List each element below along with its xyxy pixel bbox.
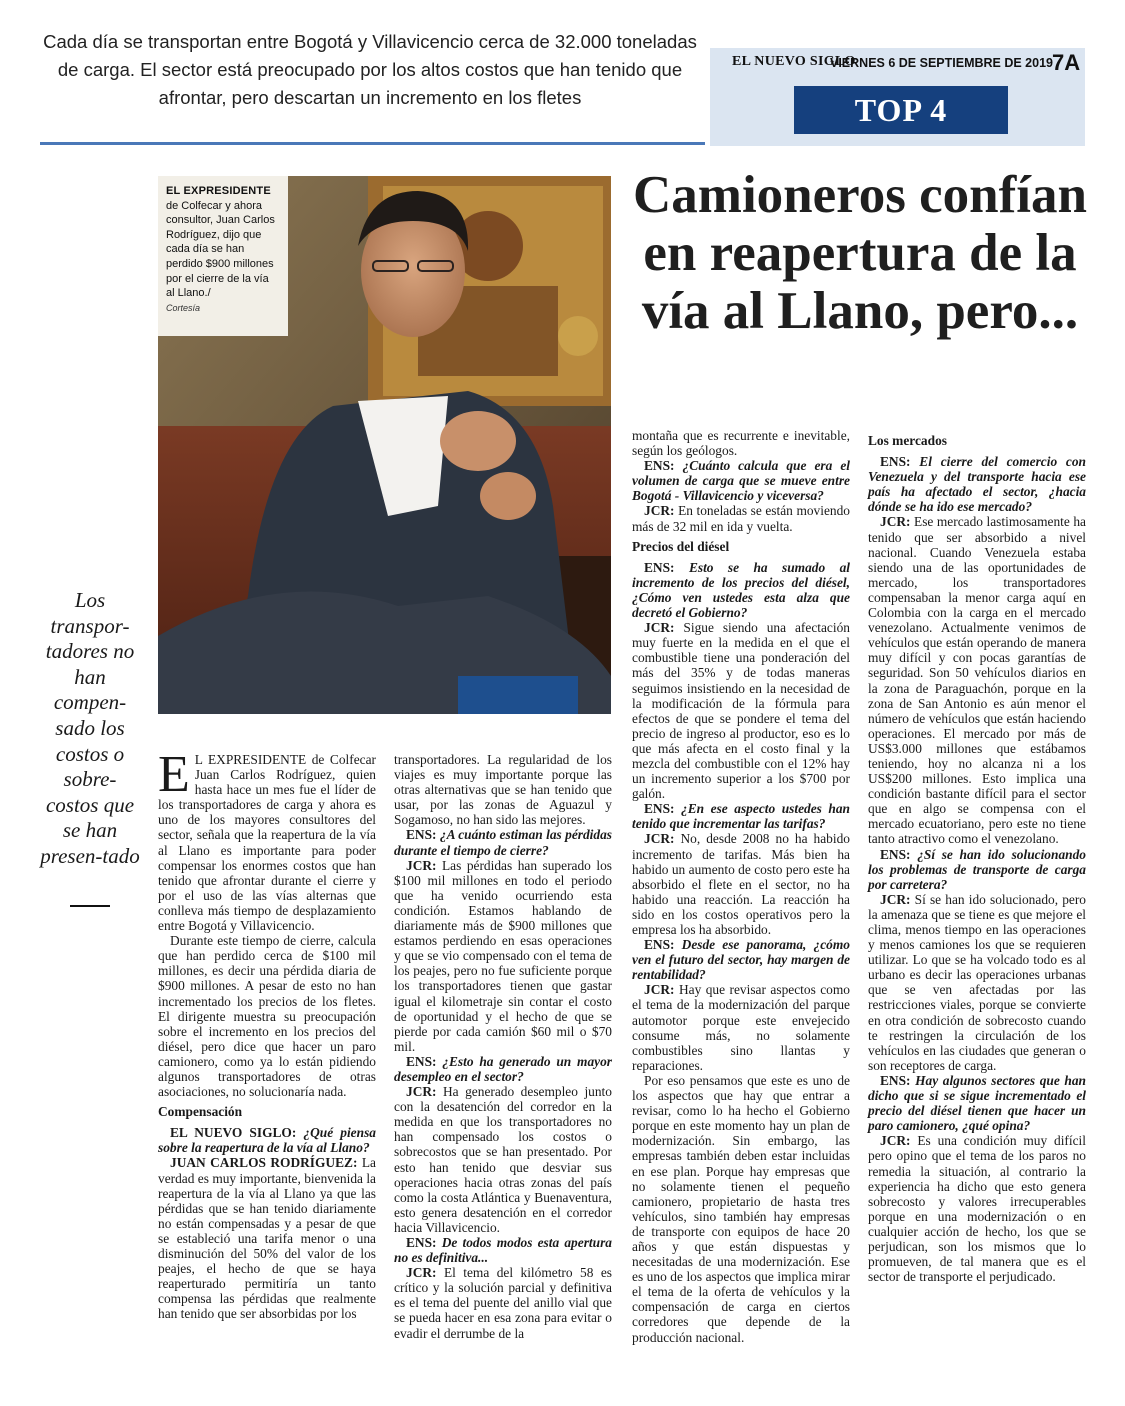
question-text: ¿Qué piensa sobre la reapertura de la vía al Llano?: [158, 1125, 376, 1156]
photo-credit: Cortesía: [166, 302, 201, 313]
answer: [394, 1084, 612, 1235]
answer-text: Las pérdidas han superado los $100 mil millones en todo el periodo que ha venido ocurriendo esta condición. Estamos hablando de diariamente más de $900 millones que estamos perdiendo en esas operaciones y que se vio compensado con el tema de los peajes, pero no fue suficiente porque los transportadores tienen que gastar igual el kilometraje sin contar el costo de oportunidad y el hecho de que se pierde por cada camión $60 mil o $70 mil.: [394, 857, 612, 1054]
answer-text: El tema del kilómetro 58 es crítico y la solución parcial y definitiva es el tema del puente del anillo vial que se pueda hacer en esa zona para evitar o evadir el derrumbe de la: [394, 1265, 612, 1341]
question-text: Esto se ha sumado al incremento de los precios del diésel, ¿Cómo ven ustedes esta alza que decretó el Gobierno?: [632, 559, 850, 621]
question-text: ¿Sí se han ido solucionando los problemas de transporte de carga por carretera?: [868, 846, 1086, 892]
answer: [158, 1155, 376, 1321]
page-number: 7A: [1052, 50, 1081, 75]
speaker: JCR:: [880, 514, 911, 530]
subheading: Precios del diésel: [632, 538, 730, 554]
question: [394, 827, 612, 857]
question: [158, 1125, 376, 1155]
article-column-2: [394, 752, 612, 1341]
question-text: ¿Cuánto calcula que era el volumen de carga que se mueve entre Bogotá - Villavicencio y viceversa?: [632, 458, 850, 504]
section-label: TOP 4: [794, 86, 1008, 134]
paragraph: Durante este tiempo de cierre, calcula que han perdido cerca de $100 mil millones, es decir una pérdida diaria de $900 millones. A pesar de esto no han incrementado los precios de los fletes. El dirigente muestra su preocupación sobre el incremento en los precios del diésel, pero dice que hacer un paro camionero, como ya lo están pidiendo algunos transportadores de otras asociaciones, no solucionaría nada.: [158, 933, 376, 1100]
question: [394, 1054, 612, 1084]
answer-text: No, desde 2008 no ha habido incremento de tarifas. Más bien ha habido un aumento de costo pero este ha absorbido el flete en el sector, no ha habido una reacción. La reacción ha sido en los costos operativos pero la empresa los ha absorbido.: [632, 831, 850, 937]
question-text: ¿En ese aspecto ustedes han tenido que incrementar las tarifas?: [632, 801, 850, 832]
caption-text: de Colfecar y ahora consultor, Juan Carlos Rodríguez, dijo que cada día se han perdido $900 millones por el cierre de la vía al Llano./: [166, 199, 275, 300]
article-column-4: [868, 428, 1086, 1284]
headline: Camioneros confían en reapertura de la vía al Llano, pero...: [633, 166, 1087, 340]
caption-lead: EL EXPRESIDENTE: [166, 185, 271, 197]
question: [632, 937, 850, 982]
answer-text: Ha generado desempleo junto con la desatención del corredor en la medida en que los transportadores no han compensado los costos o sobrecostos que se han presentado. Por esto han tenido que desviar sus operaciones hacia otras zonas del país como la costa Atlántica y Buenaventura, esto genera desatención en el corredor hacia Villavicencio.: [394, 1084, 612, 1235]
answer-text: Sí se han ido solucionado, pero la amenaza que se tiene es que mejore el clima, menos tiempo en las operaciones y menos camiones los que se requieren utilizar. Lo que se ha volcado todo es al urbano es decir las operaciones urbanas que se ven afectadas por las restricciones viales, porque se convierte en otra condición de sobrecosto cuando te restringen la circulación de los vehículos en las ciudades que generan o son receptores de carga.: [868, 891, 1086, 1073]
speaker: ENS:: [644, 937, 675, 953]
answer: [632, 503, 850, 533]
article-column-3: [632, 428, 850, 1345]
question: [868, 454, 1086, 514]
speaker: ENS:: [406, 827, 437, 843]
subheading: Compensación: [158, 1104, 243, 1120]
paper-name: EL NUEVO SIGLO: [732, 54, 856, 69]
question-text: De todos modos esta apertura no es definitiva...: [394, 1235, 612, 1266]
paragraph: montaña que es recurrente e inevitable, según los geólogos.: [632, 428, 850, 459]
speaker: JCR:: [406, 1265, 437, 1281]
speaker: ENS:: [406, 1235, 437, 1250]
question-text: Hay algunos sectores que han dicho que si se sigue incrementado el precio del diésel tienen que hacer un paro camionero, ¿qué opina?: [868, 1072, 1086, 1134]
question: [632, 458, 850, 503]
answer: [868, 892, 1086, 1073]
speaker: JCR:: [406, 857, 437, 873]
speaker: JCR:: [880, 1133, 911, 1149]
paragraph: Por eso pensamos que este es uno de los aspectos que hay que entrar a revisar, como lo ha hecho el Gobierno porque en este momento hay un plan de modernización. Sin embargo, las empresas también deben estar incluidas en ese plan. Porque hay empresas que no solamente tienen el pequeño camionero, propietario de hasta tres vehículos, sino también hay empresas de transporte con equipos de hace 20 años y que están dispuestas y necesitadas de una modernización. Ese es uno de los aspectos que implica mirar el tema de la oferta de vehículos y la compensación de carga en ciertos corredores que depende de la producción nacional.: [632, 1072, 850, 1345]
answer-text: Es una condición muy difícil pero opino que el tema de los paros no remedia la situación, al contrario la experiencia ha dicho que esto genera sobrecosto y valores irrecuperables porque en una modernización o en cualquier acción de hecho, los que se perjudican, son los mismos que lo promueven, de tal manera que es el sector de transporte el perjudicado.: [868, 1133, 1086, 1285]
speaker: ENS:: [880, 1072, 911, 1088]
question: [394, 1235, 612, 1265]
answer: [394, 1265, 612, 1340]
publication-date: VIERNES 6 DE SEPTIEMBRE DE 2019: [830, 56, 1053, 70]
speaker: ENS:: [406, 1053, 437, 1069]
question-text: ¿Esto ha generado un mayor desempleo en el sector?: [394, 1053, 612, 1084]
speaker: ENS:: [880, 454, 911, 470]
speaker: ENS:: [880, 846, 911, 862]
speaker: JUAN CARLOS RODRÍGUEZ:: [170, 1155, 358, 1171]
question-text: ¿A cuánto estiman las pérdidas durante el tiempo de cierre?: [394, 827, 612, 858]
speaker: ENS:: [644, 801, 675, 817]
speaker: ENS:: [644, 559, 675, 575]
speaker: JCR:: [644, 831, 675, 847]
subheading: Los mercados: [868, 433, 947, 448]
lead-text: L EXPRESIDENTE de Colfecar Juan Carlos Rodríguez, quien hasta hace un mes fue el líder de los transportadores de carga y ahora es uno de los mayores consultores del sector, señala que la reapertura de la vía al Llano es importante para poder compensar los enormes costos que han tenido que afrontar durante el cierre y por el uso de las vías alternas que conlleva más tiempo de desplazamiento entre Bogotá y Villavicencio.: [158, 752, 376, 934]
speaker: EL NUEVO SIGLO:: [170, 1125, 297, 1141]
answer: [868, 1133, 1086, 1284]
pull-quote: Los transpor-tadores no han compen-sado los costos o sobre-costos que se han presen-tado: [40, 588, 140, 868]
paragraph: transportadores. La regularidad de los viajes es muy importante porque las otras alternativas que se han tenido que usar, por las zonas de Aguazul y Sogamoso, no han sido las mejores.: [394, 752, 612, 828]
question: [868, 1073, 1086, 1133]
answer: [632, 831, 850, 937]
speaker: JCR:: [880, 891, 911, 907]
question: [632, 801, 850, 831]
dek-subheadline: Cada día se transportan entre Bogotá y Villavicencio cerca de 32.000 toneladas de carga. El sector está preocupado por los altos costos que han tenido que afrontar, pero descartan un incremento en los fletes: [43, 31, 697, 108]
speaker: JCR:: [644, 503, 675, 519]
header-rule: [40, 142, 705, 145]
photo-caption: [166, 184, 276, 315]
speaker: JCR:: [644, 620, 675, 636]
article-column-1: [158, 746, 376, 1322]
answer-text: Hay que revisar aspectos como el tema de la modernización del parque automotor porque este envejecido consume más, no solamente combustibles sino llantas y reparaciones.: [632, 982, 850, 1073]
question: [868, 847, 1086, 892]
speaker: JCR:: [406, 1084, 437, 1100]
question: [632, 560, 850, 620]
answer-text: En toneladas se están moviendo más de 32 mil en ida y vuelta.: [632, 503, 850, 534]
answer: [632, 982, 850, 1073]
question-text: Desde ese panorama, ¿cómo ven el futuro del sector, hay margen de rentabilidad?: [632, 937, 850, 983]
lead-paragraph: [158, 746, 376, 934]
question-text: El cierre del comercio con Venezuela y del transporte hacia ese país ha afectado el sector, ¿hacia dónde se ha ido ese mercado?: [868, 454, 1087, 515]
answer-text: La verdad es muy importante, bienvenida la reapertura de la vía al Llano ya que las pérdidas que se han tenido diariamente no están compensadas y a pesar de que se estableció una tarifa menor o una disminución del 50% del valor de los peajes, el hecho de que se haya reaperturado permitiría un tanto compensa las pérdidas que realmente han tenido que ser absorbidas por los: [158, 1155, 376, 1322]
answer-text: Sigue siendo una afectación muy fuerte en la medida en el que el combustible tiene una ponderación del más del 35% y de todas maneras seguimos insistiendo en la necesidad de la modificación de la fórmula para efectos de que se pondere el tema del precio de ingreso al productor, eso es lo que más afecta en el costo final y la mezcla del combustible con el 12% hay un incremento superior a los $700 por galón.: [632, 620, 850, 802]
speaker: ENS:: [644, 458, 675, 474]
pull-quote-rule: [70, 905, 110, 907]
speaker: JCR:: [644, 982, 675, 998]
answer: [394, 858, 612, 1054]
drop-cap: E: [158, 746, 190, 803]
answer: [868, 514, 1086, 846]
answer-text: Ese mercado lastimosamente ha tenido que ser absorbido a nivel nacional. Cuando Venezuela estaba siendo una de las oportunidades de mercado, los transportadores compensaban la menor carga aquí en Colombia con la carga en el mercado venezolano. Actualmente venimos de vehículos que están operando de manera muy difícil y con pocas garantías de seguridad. Son 50 vehículos diarios en la zona de Paraguachón, porque en la zona de San Antonio es aún menor el número de vehículos que están haciendo operaciones. El mercado por más de US$3.000 millones que estábamos teniendo, hoy no alcanza ni a los US$200 millones. Esto implica una condición bastante difícil para el sector que en algo se compensa con el mercado ecuatoriano, pero este no tiene tanto atractivo como el venezolano.: [868, 514, 1086, 847]
answer: [632, 620, 850, 801]
